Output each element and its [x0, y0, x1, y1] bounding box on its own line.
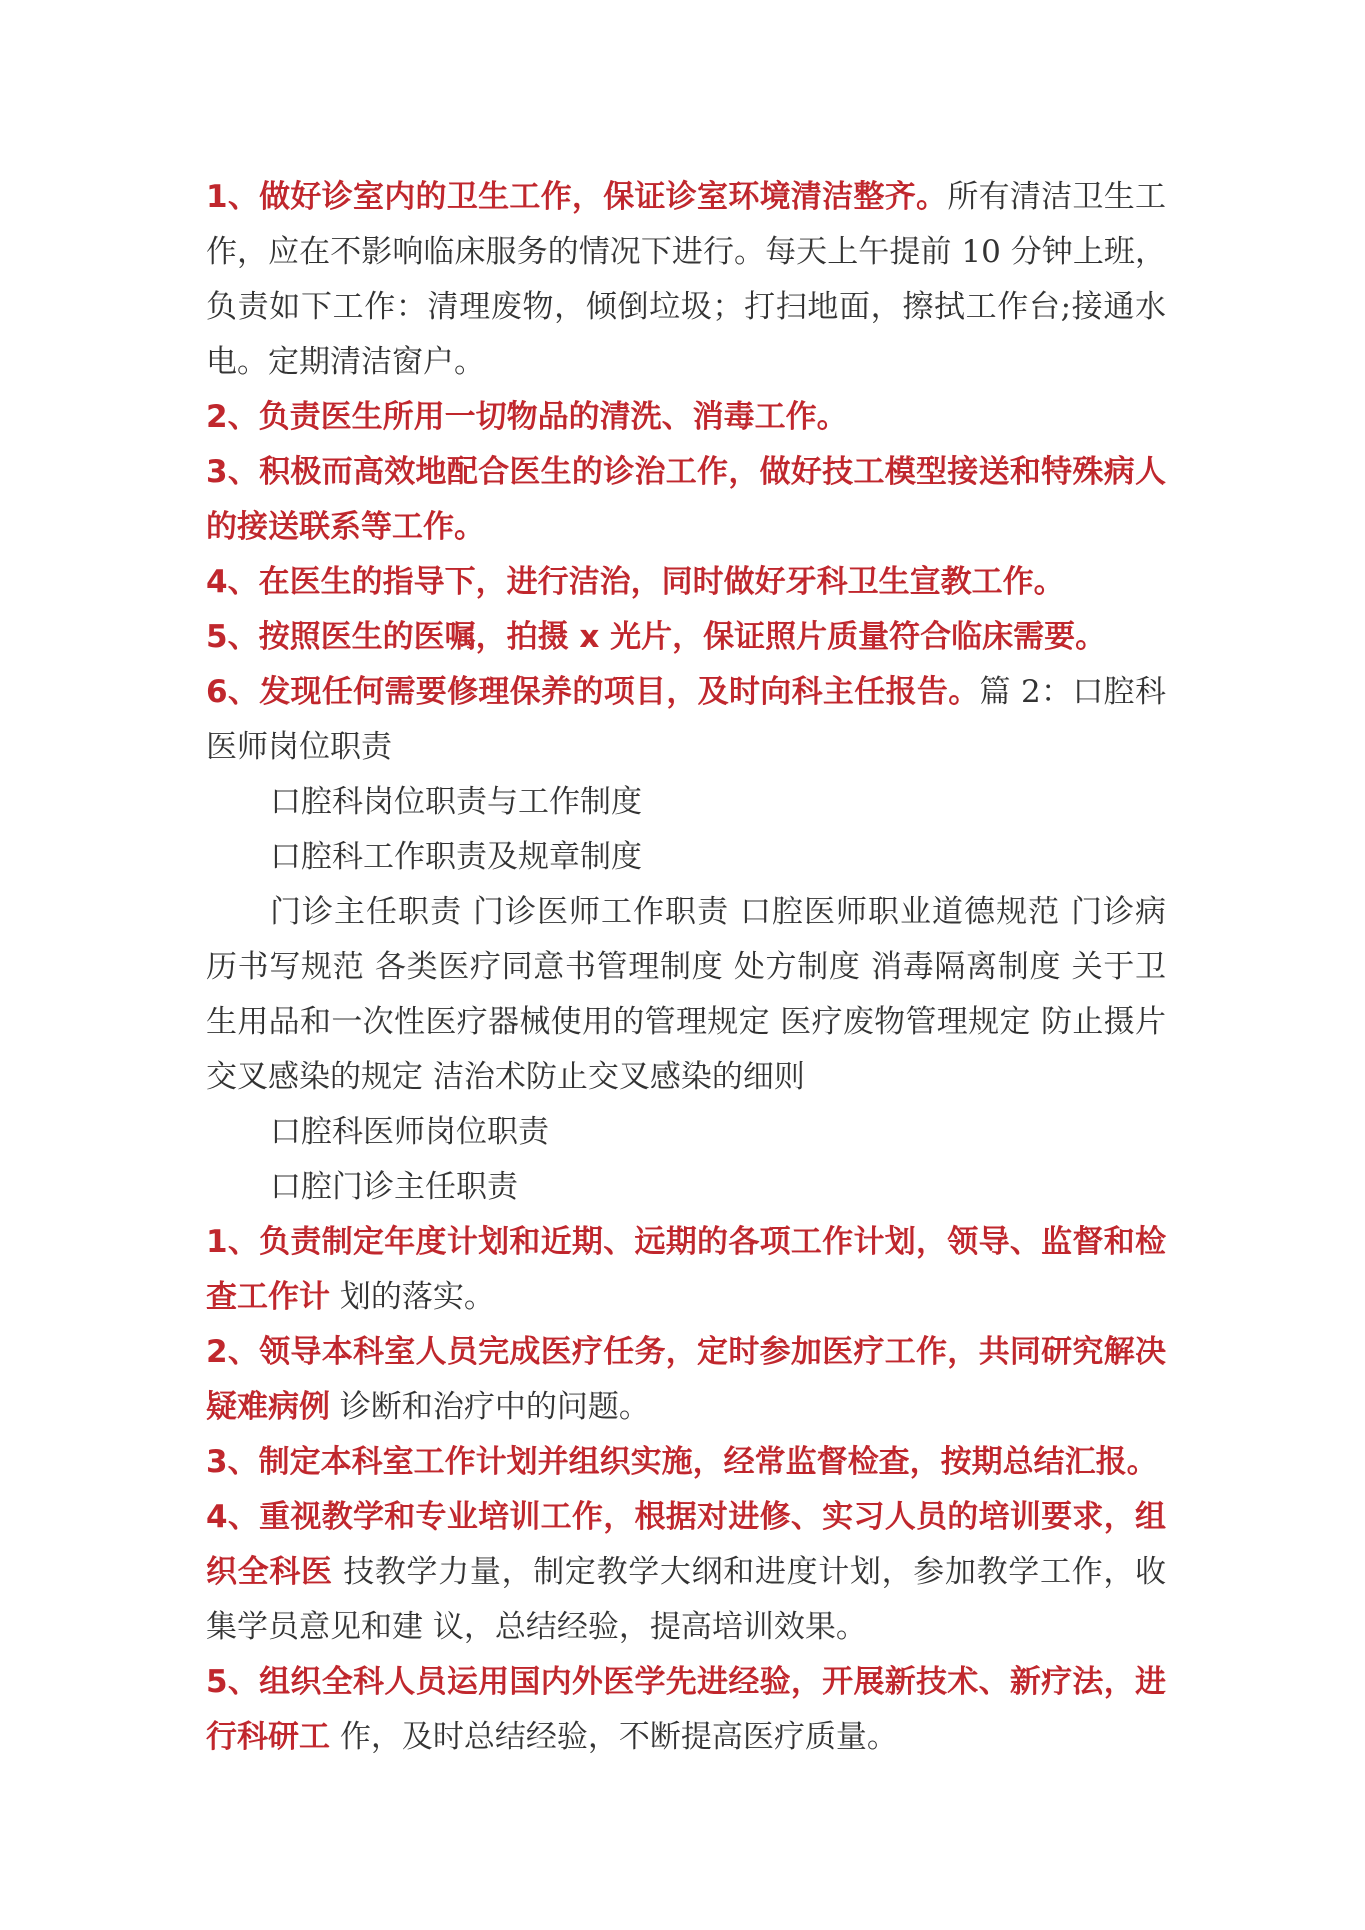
paragraph-text: 口腔科岗位职责与工作制度	[270, 784, 642, 820]
paragraph-cleaning-duty	[206, 170, 1166, 390]
paragraph-disinfection-duty	[206, 390, 1166, 445]
paragraph-heading: 4、重视教学和专业培训工作，根据对进修、实习人员的培训要求，组织全科医	[206, 1499, 1166, 1590]
paragraph-text: 诊断和治疗中的问题。	[330, 1389, 650, 1425]
paragraph-cleaning-treatment-duty	[206, 555, 1166, 610]
paragraph-heading: 3、积极而高效地配合医生的诊治工作，做好技工模型接送和特殊病人的接送联系等工作。	[206, 454, 1166, 545]
paragraph-text: 口腔科医师岗位职责	[270, 1114, 549, 1150]
paragraph-heading: 6、发现任何需要修理保养的项目，及时向科主任报告。	[206, 674, 980, 710]
paragraph-research-duty	[206, 1655, 1166, 1765]
paragraph-heading: 2、领导本科室人员完成医疗任务，定时参加医疗工作，共同研究解决疑难病例	[206, 1334, 1166, 1425]
paragraph-text: 口腔门诊主任职责	[270, 1169, 518, 1205]
paragraph-text: 作，及时总结经验，不断提高医疗质量。	[330, 1719, 898, 1755]
paragraph-text: 门诊主任职责 门诊医师工作职责 口腔医师职业道德规范 门诊病历书写规范 各类医疗同意书管理制度 处方制度 消毒隔离制度 关于卫生用品和一次性医疗器械使用的管理规定 医疗废物管理规定 防止摄片交叉感染的规定 洁治术防止交叉感染的细则	[206, 894, 1166, 1095]
section-title-regulations	[206, 830, 1166, 885]
paragraph-text: 划的落实。	[330, 1279, 495, 1315]
paragraph-implementation-duty	[206, 1435, 1166, 1490]
paragraph-heading: 5、组织全科人员运用国内外医学先进经验，开展新技术、新疗法，进行科研工	[206, 1664, 1166, 1755]
paragraph-assist-duty	[206, 445, 1166, 555]
paragraph-text: 技教学力量，制定教学大纲和进度计划，参加教学工作，收集学员意见和建 议，总结经验，提高培训效果。	[206, 1554, 1166, 1645]
paragraph-leadership-duty	[206, 1325, 1166, 1435]
section-title-physician-duties	[206, 1105, 1166, 1160]
paragraph-heading: 1、负责制定年度计划和近期、远期的各项工作计划，领导、监督和检查工作计	[206, 1224, 1166, 1315]
paragraph-text: 所有清洁卫生工作，应在不影响临床服务的情况下进行。每天上午提前 10 分钟上班，负责如下工作：清理废物，倾倒垃圾；打扫地面，擦拭工作台;接通水电。定期清洁窗户。	[206, 179, 1166, 380]
paragraph-text: 篇 2：口腔科医师岗位职责	[206, 674, 1166, 765]
paragraph-planning-duty	[206, 1215, 1166, 1325]
paragraph-regulation-list	[206, 885, 1166, 1105]
paragraph-heading: 1、做好诊室内的卫生工作，保证诊室环境清洁整齐。	[206, 179, 948, 215]
paragraph-text: 口腔科工作职责及规章制度	[270, 839, 642, 875]
section-title-duties-and-rules	[206, 775, 1166, 830]
paragraph-heading: 3、制定本科室工作计划并组织实施，经常监督检查，按期总结汇报。	[206, 1444, 1158, 1480]
paragraph-repair-report-duty	[206, 665, 1166, 775]
document-body	[206, 170, 1166, 1765]
paragraph-heading: 2、负责医生所用一切物品的清洗、消毒工作。	[206, 399, 848, 435]
paragraph-heading: 5、按照医生的医嘱，拍摄 x 光片，保证照片质量符合临床需要。	[206, 619, 1107, 655]
paragraph-heading: 4、在医生的指导下，进行洁治，同时做好牙科卫生宣教工作。	[206, 564, 1065, 600]
paragraph-xray-duty	[206, 610, 1166, 665]
section-title-director-duties	[206, 1160, 1166, 1215]
paragraph-teaching-duty	[206, 1490, 1166, 1655]
